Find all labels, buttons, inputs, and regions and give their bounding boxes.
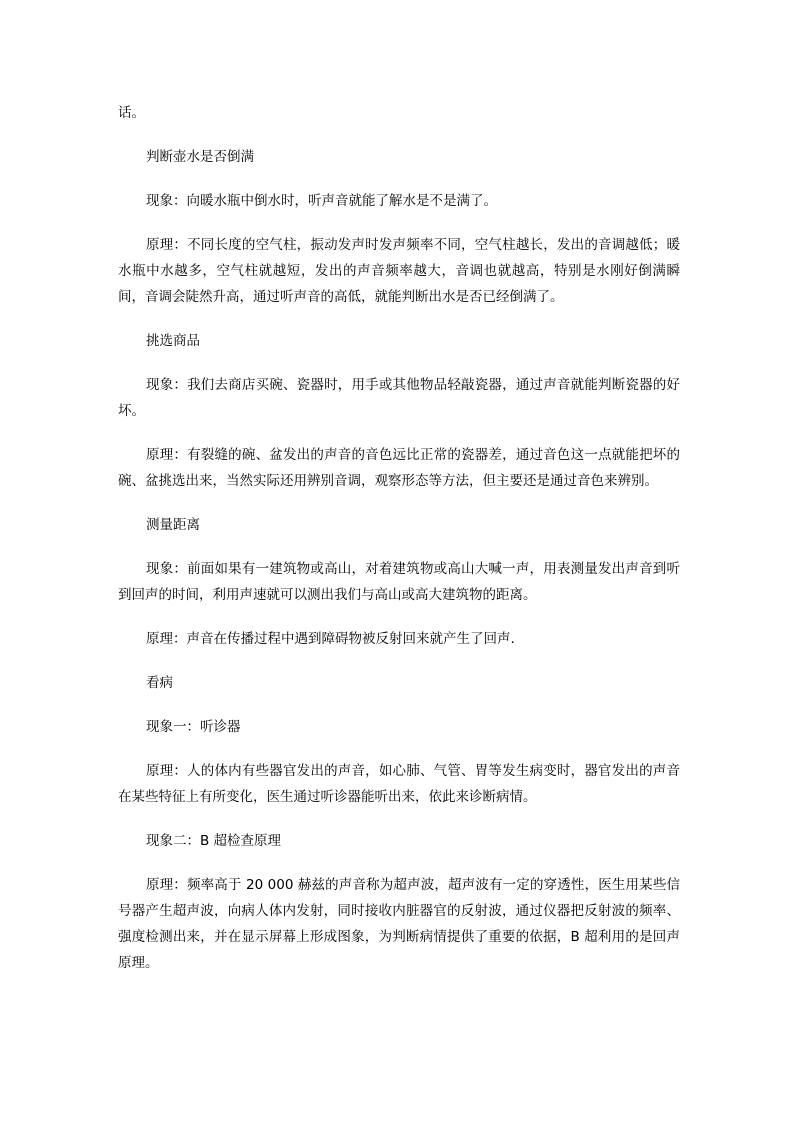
- paragraph-continuation: 话。: [118, 105, 145, 121]
- paragraph-stethoscope-principle: 原理：人的体内有些器官发出的声音，如心肺、气管、胃等发生病变时，器官发出的声音在某些特征上有所变化，医生通过听诊器能听出来，依此来诊断病情。: [118, 763, 680, 805]
- paragraph-water-principle: 原理：不同长度的空气柱，振动发声时发声频率不同，空气柱越长，发出的音调越低；暖水瓶中水越多，空气柱就越短，发出的声音频率越大，音调也就越高，特别是水刚好倒满瞬间，音调会陡然升高，通过听声音的高低，就能判断出水是否已经倒满了。: [118, 237, 680, 305]
- paragraph-goods-phenomenon: 现象：我们去商店买碗、瓷器时，用手或其他物品轻敲瓷器，通过声音就能判断瓷器的好坏。: [118, 377, 680, 419]
- paragraph-goods-principle: 原理：有裂缝的碗、盆发出的声音的音色远比正常的瓷器差，通过音色这一点就能把坏的碗、盆挑选出来，当然实际还用辨别音调，观察形态等方法，但主要还是通过音色来辨别。: [118, 447, 680, 489]
- paragraph-distance-phenomenon: 现象：前面如果有一建筑物或高山，对着建筑物或高山大喊一声，用表测量发出声音到听到回声的时间，利用声速就可以测出我们与高山或高大建筑物的距离。: [118, 561, 680, 603]
- section-heading-medical: 看病: [146, 675, 173, 691]
- paragraph-distance-principle: 原理：声音在传播过程中遇到障碍物被反射回来就产生了回声.: [146, 631, 515, 647]
- section-heading-distance: 测量距离: [146, 517, 200, 533]
- section-heading-water: 判断壶水是否倒满: [146, 149, 254, 165]
- paragraph-stethoscope-phenomenon: 现象一：听诊器: [146, 719, 241, 735]
- paragraph-ultrasound-phenomenon: 现象二：B 超检查原理: [146, 833, 282, 849]
- paragraph-water-phenomenon: 现象：向暖水瓶中倒水时，听声音就能了解水是不是满了。: [146, 193, 497, 209]
- document-page: [118, 100, 680, 994]
- section-heading-goods: 挑选商品: [146, 333, 200, 349]
- paragraph-ultrasound-principle: 原理：频率高于 20 000 赫兹的声音称为超声波，超声波有一定的穿透性，医生用某些信号器产生超声波，向病人体内发射，同时接收内脏器官的反射波，通过仪器把反射波的频率、强度检测出来，并在显示屏幕上形成图象，为判断病情提供了重要的依据，B 超利用的是回声原理。: [118, 877, 680, 971]
